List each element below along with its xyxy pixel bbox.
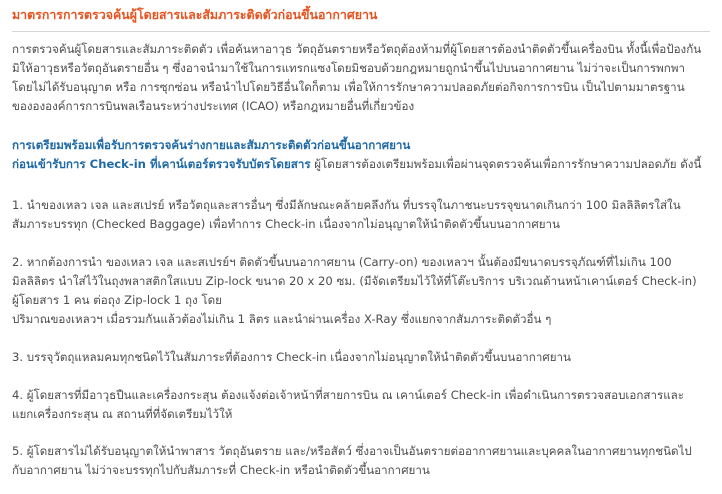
list-item	[12, 253, 702, 329]
section-lead	[12, 155, 702, 174]
page-title: มาตรการการตรวจค้นผู้โดยสารและสัมภาระติดตัวก่อนขึ้นอากาศยาน	[12, 5, 710, 32]
section-lead-bold: ก่อนเข้ารับการ Check-in ที่เคาน์เตอร์ตรวจรับบัตรโดยสาร	[12, 157, 311, 171]
intro-paragraph: การตรวจค้นผู้โดยสารและสัมภาระติดตัว เพื่อค้นหาอาวุธ วัตถุอันตรายหรือวัตถุต้องห้ามที่ผู้โดยสารต้องนำติดตัวขึ้นเครื่องบิน ทั้งนี้เพื่อป้องกันมิให้อาวุธหรือวัตถุอันตรายอื่น ๆ ซึ่งอาจนำมาใช้ในการแทรกแซงโดยมิชอบด้วยกฎหมายถูกนำขึ้นไปบนอากาศยาน ไม่ว่าจะเป็นการพกพาโดยไม่ได้รับอนุญาต หรือ การซุกซ่อน หรือนำไปโดยวิธีอื่นใดก็ตาม เพื่อให้การรักษาความปลอดภัยต่อกิจการการบิน เป็นไปตามมาตรฐานของององค์การการบินพลเรือนระหว่างประเทศ (ICAO) หรือกฎหมายอื่นที่เกี่ยวข้อง	[12, 42, 702, 113]
list-item-continuation: ปริมาณของเหลวฯ เมื่อรวมกันแล้วต้องไม่เกิน 1 ลิตร และนำผ่านเครื่อง X-Ray ซึ่งแยกจากสัมภาระติดตัวอื่น ๆ	[12, 312, 552, 326]
list-item: 4. ผู้โดยสารที่มีอาวุธปืนและเครื่องกระสุน ต้องแจ้งต่อเจ้าหน้าที่สายการบิน ณ เคาน์เตอร์ Check-in เพื่อดำเนินการตรวจสอบเอกสารและแยกเครื่องกระสุน ณ สถานที่ที่จัดเตรียมไว้ให้	[12, 388, 684, 421]
list-item: 3. บรรจุวัตถุแหลมคมทุกชนิดไว้ในสัมภาระที่ต้องการ Check-in เนื่องจากไม่อนุญาตให้นำติดตัวขึ้นบนอากาศยาน	[12, 350, 571, 364]
preparation-section	[12, 136, 702, 174]
section-lead-text: ผู้โดยสารต้องเตรียมพร้อมเพื่อผ่านจุดตรวจค้นเพื่อการรักษาความปลอดภัย ดังนี้	[310, 157, 702, 171]
list-item-text: 2. หากต้องการนำ ของเหลว เจล และสเปรย์ฯ ติดตัวขึ้นบนอากาศยาน (Carry-on) ของเหลวฯ นั้นต้องมีขนาดบรรจุภัณฑ์ที่ไม่เกิน 100 มิลลิลิตร นำใส่ไว้ในถุงพลาสติกใสแบบ Zip-lock ขนาด 20 x 20 ซม. (มีจัดเตรียมไว้ให้ที่โต๊ะบริการ บริเวณด้านหน้าเคาน์เตอร์ Check-in) ผู้โดยสาร 1 คน ต่อถุง Zip-lock 1 ถุง โดย	[12, 255, 697, 307]
section-heading: การเตรียมพร้อมเพื่อรับการตรวจค้นร่างกายและสัมภาระติดตัวก่อนขึ้นอากาศยาน	[12, 138, 411, 152]
list-item: 5. ผู้โดยสารไม่ได้รับอนุญาตให้นำพาสาร วัตถุอันตราย และ/หรือสัตว์ ซึ่งอาจเป็นอันตรายต่ออากาศยานและบุคคลในอากาศยานทุกชนิดไปกับอากาศยาน ไม่ว่าจะบรรทุกไปกับสัมภาระที่ Check-in หรือนำติดตัวขึ้นอากาศยาน	[12, 444, 692, 477]
list-item: 1. นำของเหลว เจล และสเปรย์ หรือวัตถุและสารอื่นๆ ซึ่งมีลักษณะคล้ายคลึงกัน ที่บรรจุในภาชนะบรรจุขนาดเกินกว่า 100 มิลลิลิตรใส่ในสัมภาระบรรทุก (Checked Baggage) เพื่อทำการ Check-in เนื่องจากไม่อนุญาตให้นำติดตัวขึ้นบนอากาศยาน	[12, 198, 681, 231]
